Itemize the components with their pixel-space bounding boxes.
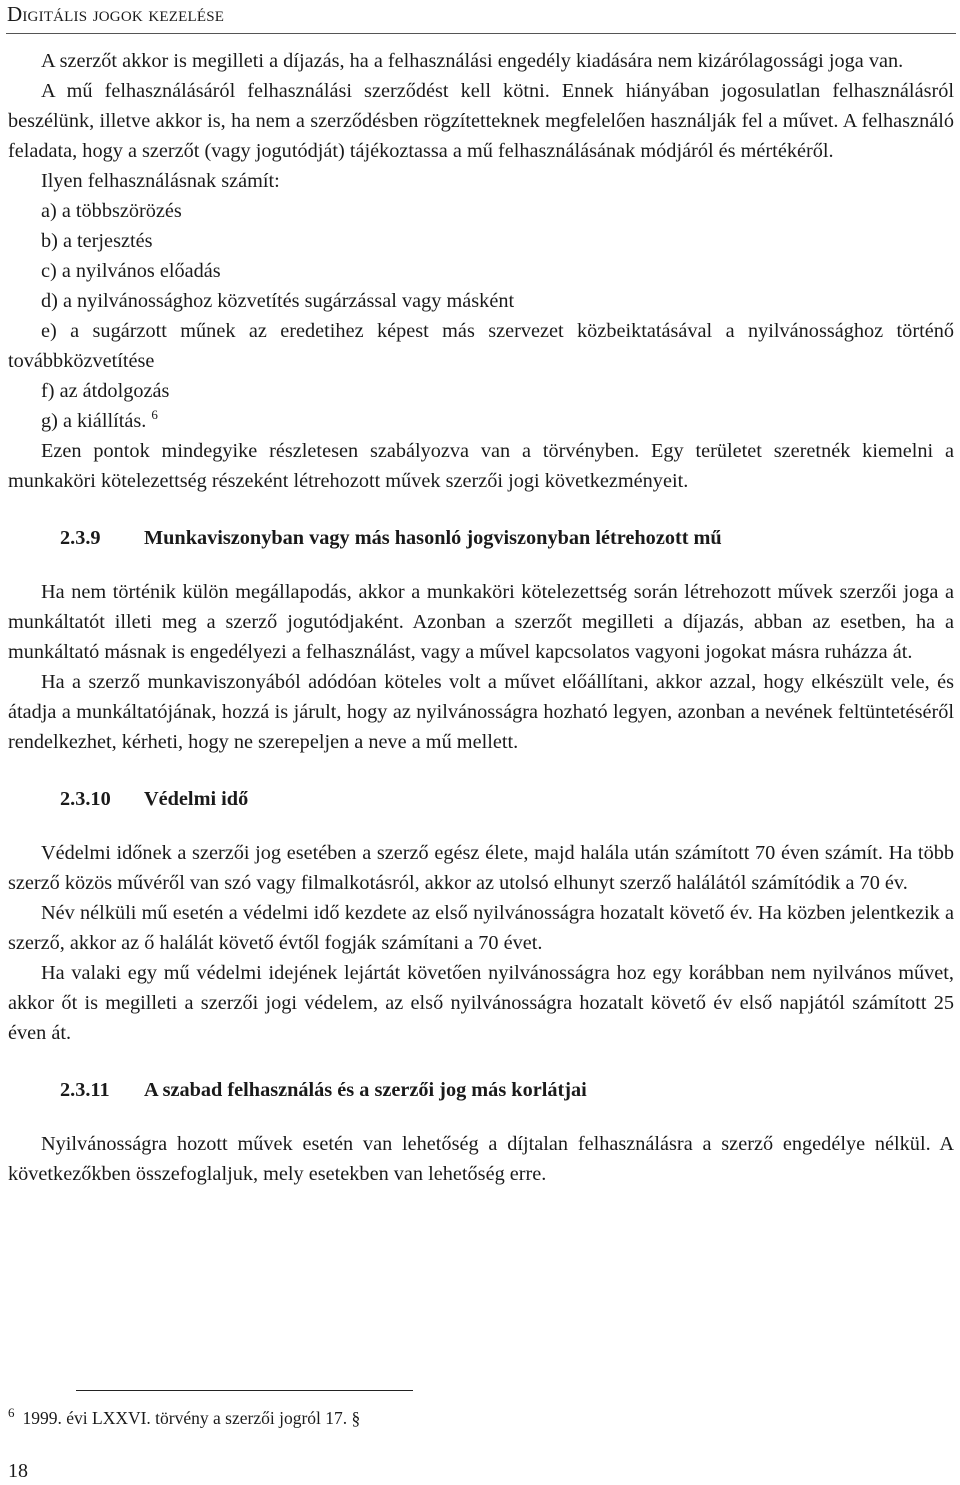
header-divider xyxy=(6,33,956,34)
page-number: 18 xyxy=(8,1460,28,1482)
footnote-mark: 6 xyxy=(8,1405,15,1420)
footnote-divider xyxy=(76,1390,413,1391)
list-item-text: g) a kiállítás. xyxy=(41,410,147,432)
list-item: e) a sugárzott műnek az eredetihez képest más szervezet közbeiktatásával a nyilvánossághoz történő továbbközvetítése xyxy=(8,320,954,372)
paragraph: A mű felhasználásáról felhasználási szerződést kell kötni. Ennek hiányában jogosulatlan felhasználásról beszélünk, illetve akkor is, ha nem a szerződésben rögzítetteknek megfelelően használják fel a művet. A felhasználó feladata, hogy a szerzőt (vagy jogutódját) tájékoztassa a mű felhasználásának módjáról és mértékéről. xyxy=(8,80,954,162)
list-item xyxy=(8,406,954,436)
list-intro: Ilyen felhasználásnak számít: xyxy=(41,170,280,192)
section-heading xyxy=(8,1075,954,1105)
paragraph: Ha valaki egy mű védelmi idejének lejártát követően nyilvánosságra hoz egy korábban nem nyilvános művet, akkor őt is megilleti a szerzői jogi védelem, az első nyilvánosságra hozatalt követő év első napjától számított 25 éven át. xyxy=(8,962,954,1044)
list-item: f) az átdolgozás xyxy=(41,380,170,402)
section-title: A szabad felhasználás és a szerzői jog más korlátjai xyxy=(144,1079,587,1101)
list-item: d) a nyilvánossághoz közvetítés sugárzással vagy másként xyxy=(41,290,515,312)
section-title: Védelmi idő xyxy=(144,788,249,810)
section-number: 2.3.9 xyxy=(60,527,101,549)
page-body xyxy=(8,46,954,1189)
list-item: b) a terjesztés xyxy=(41,230,153,252)
list-item: a) a többszörözés xyxy=(41,200,182,222)
paragraph: Védelmi időnek a szerzői jog esetében a szerző egész élete, majd halála után számított 70 éven számít. Ha több szerző közös művéről van szó vagy filmalkotásról, akkor az utolsó elhunyt szerző halálától számítódik a 70 év. xyxy=(8,842,954,894)
paragraph: Név nélküli mű esetén a védelmi idő kezdete az első nyilvánosságra hozatalt követő év. Ha közben jelentkezik a szerző, akkor az ő halálát követő évtől fogják számítani a 70 évet. xyxy=(8,902,954,954)
list-item: c) a nyilvános előadás xyxy=(41,260,221,282)
paragraph: Ha a szerző munkaviszonyából adódóan köteles volt a művet előállítani, akkor azzal, hogy elkészült vele, és átadja a munkáltatójának, hozzá is járult, hogy az nyilvánosságra hozható legyen, azonban a nevének feltüntetéséről rendelkezhet, kérheti, hogy ne szerepeljen a neve a mű mellett. xyxy=(8,671,954,753)
paragraph: Nyilvánosságra hozott művek esetén van lehetőség a díjtalan felhasználásra a szerző engedélye nélkül. A következőkben összefoglaljuk, mely esetekben van lehetőség erre. xyxy=(8,1133,954,1185)
paragraph: Ha nem történik külön megállapodás, akkor a munkaköri kötelezettség során létrehozott művek szerzői joga a munkáltatót illeti meg a szerző jogutódjaként. Azonban a szerzőt megilleti a díjazás, abban az esetben, ha a munkáltató másnak is engedélyezi a felhasználást, vagy a művel kapcsolatos vagyoni jogokat másra ruházza át. xyxy=(8,581,954,663)
footnote xyxy=(8,1402,360,1429)
section-title: Munkaviszonyban vagy más hasonló jogviszonyban létrehozott mű xyxy=(144,527,722,549)
section-heading xyxy=(8,784,954,814)
paragraph: A szerzőt akkor is megilleti a díjazás, ha a felhasználási engedély kiadására nem kizárólagossági joga van. xyxy=(41,50,904,72)
running-header: Digitális jogok kezelése xyxy=(7,2,225,26)
footnote-text: 1999. évi LXXVI. törvény a szerzői jogról 17. § xyxy=(22,1408,361,1428)
section-number: 2.3.11 xyxy=(60,1079,110,1101)
section-heading xyxy=(8,523,954,553)
paragraph: Ezen pontok mindegyike részletesen szabályozva van a törvényben. Egy területet szeretnék kiemelni a munkaköri kötelezettség részeként létrehozott művek szerzői jogi következményeit. xyxy=(8,440,954,492)
section-number: 2.3.10 xyxy=(60,788,111,810)
footnote-reference[interactable]: 6 xyxy=(151,407,158,422)
